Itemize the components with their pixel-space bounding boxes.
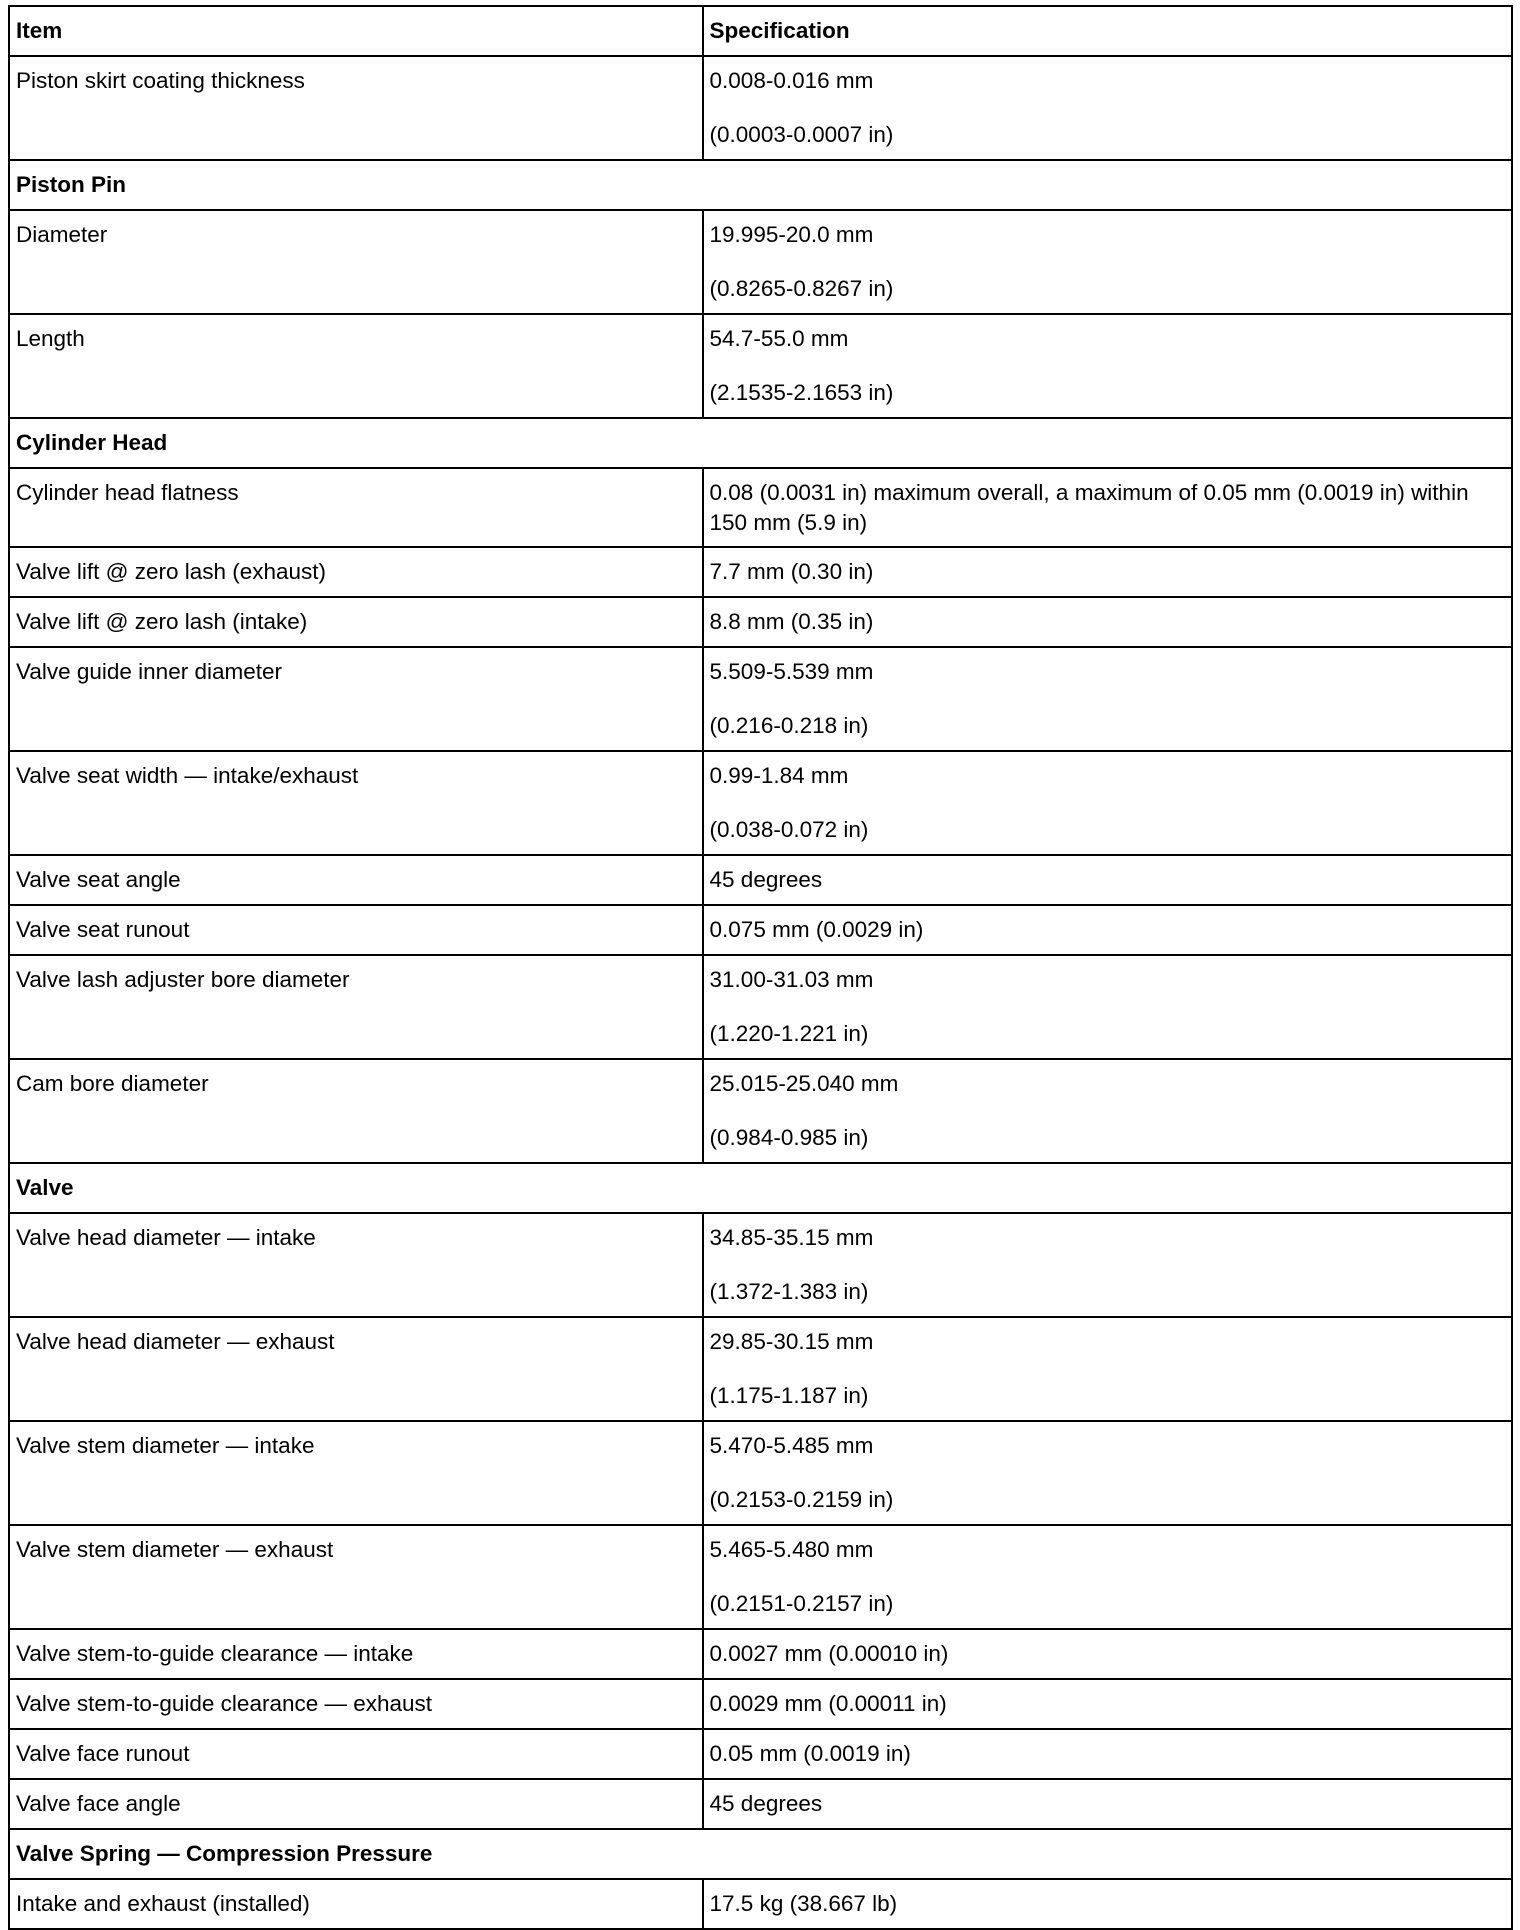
spec-value-metric: 34.85-35.15 mm <box>709 1225 874 1250</box>
table-row <box>9 955 1512 1059</box>
spec-cell <box>703 468 1512 547</box>
spec-cell <box>703 751 1512 855</box>
section-row <box>9 1163 1512 1213</box>
spec-value-imperial: (1.220-1.221 in) <box>709 1021 869 1046</box>
table-row <box>9 468 1512 547</box>
spec-value-metric: 0.08 (0.0031 in) maximum overall, a maximum of 0.05 mm (0.0019 in) within 150 mm (5.9 in) <box>709 480 1469 535</box>
spec-value-imperial: (0.2151-0.2157 in) <box>709 1591 894 1616</box>
spec-value-imperial: (2.1535-2.1653 in) <box>709 380 894 405</box>
spec-cell <box>703 1059 1512 1163</box>
spec-value-imperial: (0.0003-0.0007 in) <box>709 122 894 147</box>
spec-cell <box>703 547 1512 597</box>
spec-value-metric: 0.99-1.84 mm <box>709 763 849 788</box>
section-title: Piston Pin <box>9 160 1512 210</box>
spec-value-metric: 0.008-0.016 mm <box>709 68 874 93</box>
table-row <box>9 647 1512 751</box>
item-cell: Valve seat angle <box>9 855 703 905</box>
spec-value-imperial: (0.8265-0.8267 in) <box>709 276 894 301</box>
table-row <box>9 1779 1512 1829</box>
item-cell: Piston skirt coating thickness <box>9 56 703 160</box>
spec-value-metric: 45 degrees <box>709 867 823 892</box>
table-row <box>9 1525 1512 1629</box>
table-header-row <box>9 6 1512 56</box>
spec-cell <box>703 1525 1512 1629</box>
spec-cell <box>703 1421 1512 1525</box>
item-cell: Cam bore diameter <box>9 1059 703 1163</box>
table-row <box>9 905 1512 955</box>
spec-value-metric: 54.7-55.0 mm <box>709 326 849 351</box>
spec-value-metric: 5.470-5.485 mm <box>709 1433 874 1458</box>
table-row <box>9 1879 1512 1929</box>
item-cell: Length <box>9 314 703 418</box>
spec-value-metric: 5.465-5.480 mm <box>709 1537 874 1562</box>
section-row <box>9 160 1512 210</box>
spec-value-metric: 0.0027 mm (0.00010 in) <box>709 1641 949 1666</box>
spec-cell <box>703 1629 1512 1679</box>
item-cell: Valve stem diameter — exhaust <box>9 1525 703 1629</box>
table-row <box>9 855 1512 905</box>
spec-cell <box>703 1679 1512 1729</box>
item-cell: Valve lift @ zero lash (intake) <box>9 597 703 647</box>
spec-value-imperial: (0.216-0.218 in) <box>709 713 869 738</box>
section-title: Valve Spring — Compression Pressure <box>9 1829 1512 1879</box>
spec-value-metric: 0.05 mm (0.0019 in) <box>709 1741 911 1766</box>
section-title: Valve <box>9 1163 1512 1213</box>
item-cell: Valve stem-to-guide clearance — exhaust <box>9 1679 703 1729</box>
table-row <box>9 314 1512 418</box>
item-cell: Valve lift @ zero lash (exhaust) <box>9 547 703 597</box>
section-row <box>9 1829 1512 1879</box>
item-cell: Valve stem diameter — intake <box>9 1421 703 1525</box>
spec-value-imperial: (0.2153-0.2159 in) <box>709 1487 894 1512</box>
spec-value-metric: 17.5 kg (38.667 lb) <box>709 1891 898 1916</box>
item-cell: Valve stem-to-guide clearance — intake <box>9 1629 703 1679</box>
table-row <box>9 1629 1512 1679</box>
item-cell: Valve seat width — intake/exhaust <box>9 751 703 855</box>
spec-cell <box>703 1729 1512 1779</box>
table-body <box>9 56 1512 1929</box>
spec-table <box>8 5 1513 1930</box>
spec-value-imperial: (1.372-1.383 in) <box>709 1279 869 1304</box>
spec-value-metric: 19.995-20.0 mm <box>709 222 874 247</box>
item-cell: Valve face angle <box>9 1779 703 1829</box>
table-row <box>9 1059 1512 1163</box>
item-cell: Intake and exhaust (installed) <box>9 1879 703 1929</box>
table-row <box>9 1317 1512 1421</box>
header-item: Item <box>9 6 703 56</box>
spec-value-metric: 25.015-25.040 mm <box>709 1071 899 1096</box>
spec-cell <box>703 56 1512 160</box>
item-cell: Diameter <box>9 210 703 314</box>
spec-value-imperial: (1.175-1.187 in) <box>709 1383 869 1408</box>
spec-cell <box>703 647 1512 751</box>
spec-cell <box>703 955 1512 1059</box>
item-cell: Valve guide inner diameter <box>9 647 703 751</box>
spec-value-imperial: (0.984-0.985 in) <box>709 1125 869 1150</box>
spec-cell <box>703 314 1512 418</box>
spec-value-metric: 5.509-5.539 mm <box>709 659 874 684</box>
spec-cell <box>703 905 1512 955</box>
item-cell: Valve seat runout <box>9 905 703 955</box>
spec-cell <box>703 1779 1512 1829</box>
table-row <box>9 1679 1512 1729</box>
spec-value-metric: 0.0029 mm (0.00011 in) <box>709 1691 947 1716</box>
item-cell: Valve face runout <box>9 1729 703 1779</box>
spec-cell <box>703 1879 1512 1929</box>
spec-value-imperial: (0.038-0.072 in) <box>709 817 869 842</box>
item-cell: Cylinder head flatness <box>9 468 703 547</box>
spec-value-metric: 29.85-30.15 mm <box>709 1329 874 1354</box>
table-row <box>9 751 1512 855</box>
spec-cell <box>703 855 1512 905</box>
spec-cell <box>703 597 1512 647</box>
table-row <box>9 597 1512 647</box>
spec-value-metric: 7.7 mm (0.30 in) <box>709 559 874 584</box>
header-specification: Specification <box>703 6 1512 56</box>
spec-value-metric: 0.075 mm (0.0029 in) <box>709 917 924 942</box>
item-cell: Valve lash adjuster bore diameter <box>9 955 703 1059</box>
table-row <box>9 1213 1512 1317</box>
spec-cell <box>703 1317 1512 1421</box>
section-row <box>9 418 1512 468</box>
section-title: Cylinder Head <box>9 418 1512 468</box>
item-cell: Valve head diameter — intake <box>9 1213 703 1317</box>
table-row <box>9 56 1512 160</box>
item-cell: Valve head diameter — exhaust <box>9 1317 703 1421</box>
spec-value-metric: 45 degrees <box>709 1791 823 1816</box>
table-row <box>9 1421 1512 1525</box>
spec-cell <box>703 1213 1512 1317</box>
spec-value-metric: 31.00-31.03 mm <box>709 967 874 992</box>
spec-value-metric: 8.8 mm (0.35 in) <box>709 609 874 634</box>
spec-cell <box>703 210 1512 314</box>
table-row <box>9 547 1512 597</box>
table-row <box>9 1729 1512 1779</box>
table-row <box>9 210 1512 314</box>
